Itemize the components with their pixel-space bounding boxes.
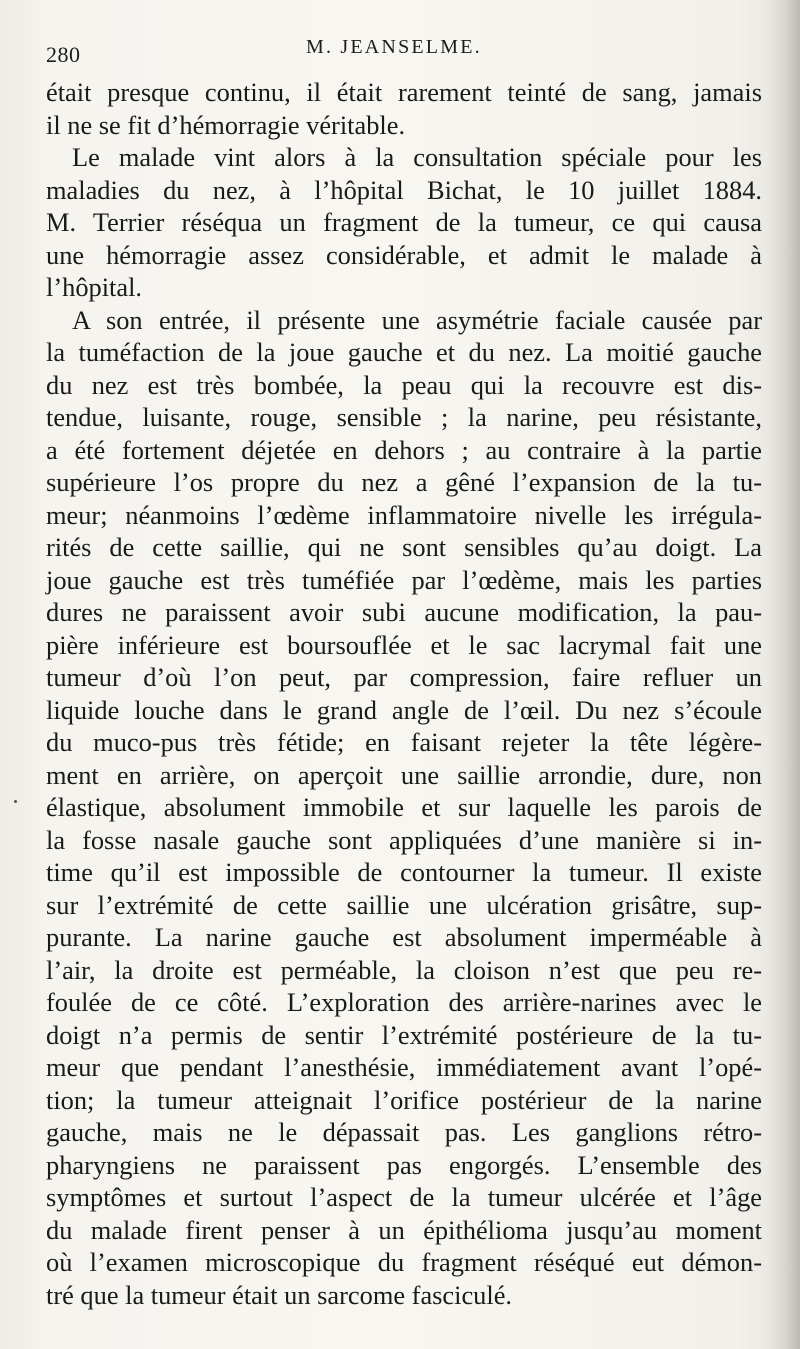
text-line: était presque continu, il était rarement teinté de sang, jamais (46, 77, 762, 107)
text-line: élastique, absolument immobile et sur laquelle les parois de (46, 792, 762, 822)
text-line: où l’examen microscopique du fragment réséqué eut démon- (46, 1247, 762, 1277)
text-line: l’hôpital. (46, 272, 143, 302)
text-line: dures ne paraissent avoir subi aucune modification, la pau- (46, 597, 762, 627)
text-line: la tuméfaction de la joue gauche et du nez. La moitié gauche (46, 337, 762, 367)
text-line: a été fortement déjetée en dehors ; au contraire à la partie (46, 434, 762, 465)
text-line: une hémorragie assez considérable, et admit le malade à (46, 239, 762, 270)
paragraph (46, 304, 762, 1312)
text-line: tion; la tumeur atteignait l’orifice postérieur de la narine (46, 1084, 762, 1115)
text-line: sur l’extrémité de cette saillie une ulcération grisâtre, sup- (46, 889, 762, 920)
text-line: meur que pendant l’anesthésie, immédiatement avant l’opé- (46, 1052, 762, 1082)
text-line: symptômes et surtout l’aspect de la tumeur ulcérée et l’âge (46, 1182, 762, 1212)
text-line: l’air, la droite est perméable, la cloison n’est que peu re- (46, 954, 762, 985)
text-line: meur; néanmoins l’œdème inflammatoire nivelle les irrégula- (46, 499, 762, 530)
paragraph (46, 76, 762, 141)
text-line: A son entrée, il présente une asymétrie faciale causée par (72, 304, 762, 335)
text-line: liquide louche dans le grand angle de l’œil. Du nez s’écoule (46, 694, 762, 725)
text-line: Le malade vint alors à la consultation spéciale pour les (72, 142, 762, 172)
text-line: maladies du nez, à l’hôpital Bichat, le 10 juillet 1884. (46, 174, 762, 205)
text-line: M. Terrier réséqua un fragment de la tumeur, ce qui causa (46, 207, 762, 237)
body-text (46, 76, 762, 1311)
text-line: time qu’il est impossible de contourner la tumeur. Il existe (46, 857, 762, 887)
page-number: 280 (46, 42, 81, 67)
text-line: tumeur d’où l’on peut, par compression, faire refluer un (46, 662, 762, 692)
text-line: la fosse nasale gauche sont appliquées d’une manière si in- (46, 824, 762, 855)
text-line: ment en arrière, on aperçoit une saillie arrondie, dure, non (46, 759, 762, 790)
text-line: gauche, mais ne le dépassait pas. Les ganglions rétro- (46, 1117, 762, 1147)
text-line: tré que la tumeur était un sarcome fasciculé. (46, 1279, 513, 1310)
text-line: pière inférieure est boursouflée et le sac lacrymal fait une (46, 629, 762, 660)
text-line: rités de cette saillie, qui ne sont sensibles qu’au doigt. La (46, 532, 762, 562)
text-line: du malade firent penser à un épithélioma jusqu’au moment (46, 1214, 762, 1245)
text-line: purante. La narine gauche est absolument imperméable à (46, 922, 762, 952)
page-gutter-shadow (766, 0, 800, 1349)
text-line: supérieure l’os propre du nez a gêné l’expansion de la tu- (46, 467, 762, 497)
text-line: du nez est très bombée, la peau qui la recouvre est dis- (46, 369, 762, 400)
paragraph (46, 141, 762, 304)
text-line: joue gauche est très tuméfiée par l’œdème, mais les parties (46, 564, 762, 595)
text-line: du muco-pus très fétide; en faisant rejeter la tête légère- (46, 727, 762, 757)
running-head: M. JEANSELME. (306, 36, 482, 58)
print-speck (14, 800, 17, 803)
text-line: doigt n’a permis de sentir l’extrémité postérieure de la tu- (46, 1019, 762, 1050)
text-line: tendue, luisante, rouge, sensible ; la narine, peu résistante, (46, 402, 762, 432)
text-line: pharyngiens ne paraissent pas engorgés. L’ensemble des (46, 1149, 762, 1180)
page-header (42, 34, 758, 67)
text-line: foulée de ce côté. L’exploration des arrière-narines avec le (46, 987, 762, 1017)
text-line: il ne se fit d’hémorragie véritable. (46, 109, 406, 140)
